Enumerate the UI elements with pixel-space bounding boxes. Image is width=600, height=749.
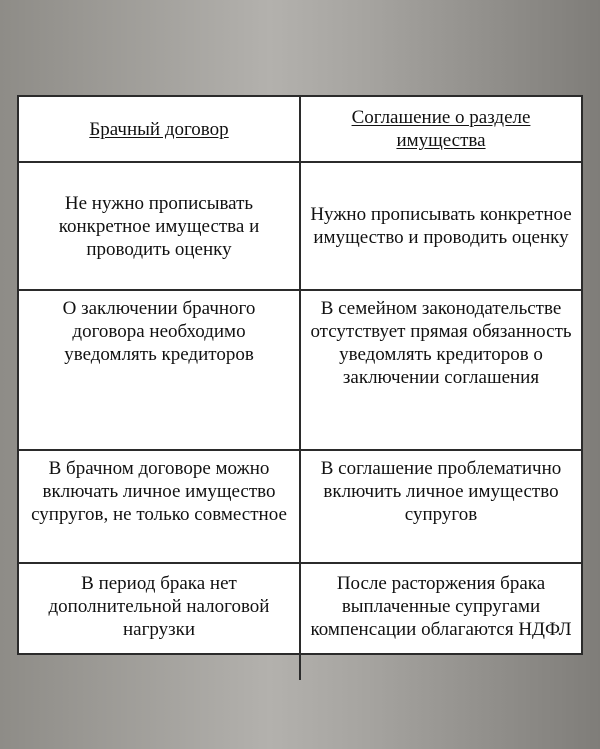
table-cell: В период брака нет дополнительной налоговой нагрузки: [19, 563, 300, 680]
table-row: [19, 563, 581, 680]
header-marriage-contract: Брачный договор: [19, 97, 300, 162]
table-row: [19, 162, 581, 290]
table-row: [19, 450, 581, 563]
table-cell: В соглашение проблематично включить личное имущество супругов: [300, 450, 581, 563]
table-cell: В брачном договоре можно включать личное имущество супругов, не только совместное: [19, 450, 300, 563]
table-cell: Не нужно прописывать конкретное имущества и проводить оценку: [19, 162, 300, 290]
comparison-table: [19, 97, 581, 680]
header-row: [19, 97, 581, 162]
table-cell: В семейном законодательстве отсутствует прямая обязанность уведомлять кредиторов о заключении соглашения: [300, 290, 581, 450]
table-cell: Нужно прописывать конкретное имущество и проводить оценку: [300, 162, 581, 290]
comparison-sheet: [17, 95, 583, 655]
header-property-division-agreement: Соглашение о разделе имущества: [300, 97, 581, 162]
table-cell: После расторжения брака выплаченные супругами компенсации облагаются НДФЛ: [300, 563, 581, 680]
table-cell: О заключении брачного договора необходимо уведомлять кредиторов: [19, 290, 300, 450]
table-row: [19, 290, 581, 450]
